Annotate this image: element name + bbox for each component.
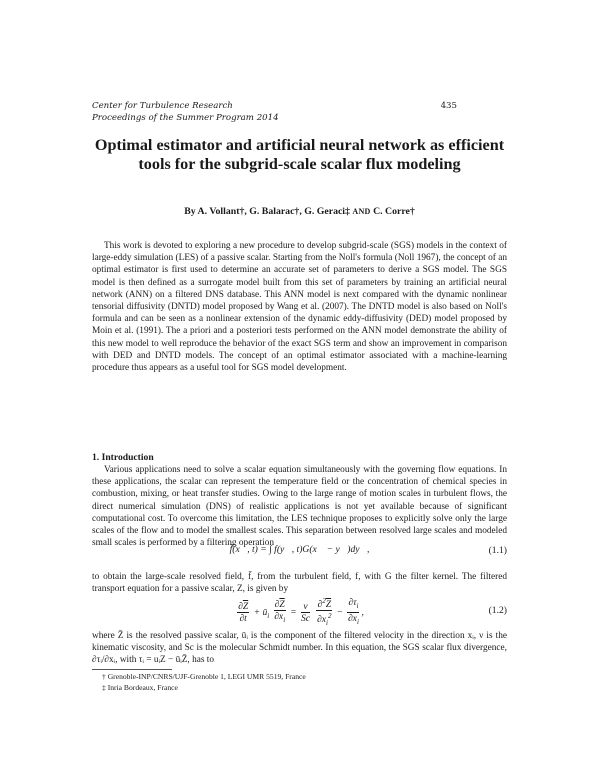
authors-part-1: By A. Vollant†, G. Balarac†, G. Geraci‡ (184, 206, 350, 217)
page-number: 435 (440, 101, 457, 111)
authors-part-2: C. Corre† (373, 206, 415, 217)
introduction-body (92, 464, 507, 549)
equation-1-1-number: (1.1) (488, 545, 507, 556)
journal-name: Center for Turbulence Research (92, 101, 233, 111)
footnote-rule (92, 669, 172, 670)
author-line (92, 206, 507, 218)
text-after-equation-1-2: where Z̄ is the resolved passive scalar, ūᵢ is the component of the filtered velocity in the direction xᵢ, ν is the kinematic viscosity, and Sc is the molecular Schmidt number. In this equation, the SGS scalar flux divergence, ∂τᵢ/∂xᵢ, with τᵢ = uᵢZ − ūᵢZ̄, has to (92, 631, 507, 666)
introduction-paragraph: Various applications need to solve a scalar equation simultaneously with the governing flow equations. In these applications, the scalar can represent the temperature field or the concentration of chemical species in combustion, mixing, or heat transfer studies. Owing to the large range of motion scales in turbulent flows, the direct numerical simulation (DNS) of realistic applications is not yet available because of significant computational cost. To overcome this limitation, the LES technique proposes to explicitly solve only the large scales of the flow and to model the smallest scales. This separation between resolved large scales and modeled small scales is performed by a filtering operation (92, 465, 507, 549)
proceedings-name: Proceedings of the Summer Program 2014 (92, 113, 279, 123)
paper-title: Optimal estimator and artificial neural network as efficient tools for the subgrid-scale scalar flux modeling (94, 136, 505, 173)
abstract (92, 240, 507, 374)
equation-1-2-number: (1.2) (488, 605, 507, 616)
equation-1-2 (92, 596, 507, 626)
footnote-affiliation-2: ‡ Inria Bordeaux, France (102, 682, 178, 692)
section-heading: 1. Introduction (92, 452, 154, 463)
equation-1-1-expression: f̄(x⃗, t) = ∫ f(y⃗, t)G(x⃗ − y⃗)dy⃗, (229, 544, 370, 555)
abstract-text: This work is devoted to exploring a new procedure to develop subgrid-scale (SGS) models in the context of large-eddy simulation (LES) of a passive scalar. Starting from the Noll's formula (Noll 1967), the concept of an optimal estimator is first used to determine an accurate set of parameters to derive a SGS model. The SGS model is then defined as a surrogate model built from this set of parameters by training an artificial neural network (ANN) on a filtered DNS database. This ANN model is next compared with the dynamic nonlinear tensorial diffusivity (DNTD) model proposed by Wang et al. (2007). The DNTD model is also based on Noll's formula and can be seen as a nonlinear extension of the dynamic eddy-diffusivity (DED) model proposed by Moin et al. (1991). The a priori and a posteriori tests performed on the ANN model demonstrate the ability of this new model to well reproduce the behavior of the exact SGS term and show an improvement in comparison with DED and DNTD models. The concept of an optimal estimator associated with a machine-learning procedure thus appears as a useful tool for SGS model development. (92, 241, 507, 374)
text-after-equation-1-1: to obtain the large-scale resolved field, f̄, from the turbulent field, f, with G the filter kernel. The filtered transport equation for a passive scalar, Z, is given by (92, 572, 507, 595)
running-header (92, 100, 279, 124)
equation-1-1 (92, 541, 507, 561)
footnotes (92, 672, 306, 693)
authors-conjunction: AND (352, 207, 371, 216)
footnote-affiliation-1: † Grenoble-INP/CNRS/UJF-Grenoble 1, LEGI UMR 5519, France (102, 672, 306, 681)
equation-1-2-expression: $\frac{\partial\overline{Z}}{\partial t}$ + $ū_i$ $\frac{\partial\overline{Z}}{\partial x_i}$ = $\frac{\nu}{Sc}$ $\frac{\partial^2\overline{Z}}{\partial x_i^2}$ − $\frac{\partial\tau_i}{\partial x_i}$ , (238, 597, 364, 628)
